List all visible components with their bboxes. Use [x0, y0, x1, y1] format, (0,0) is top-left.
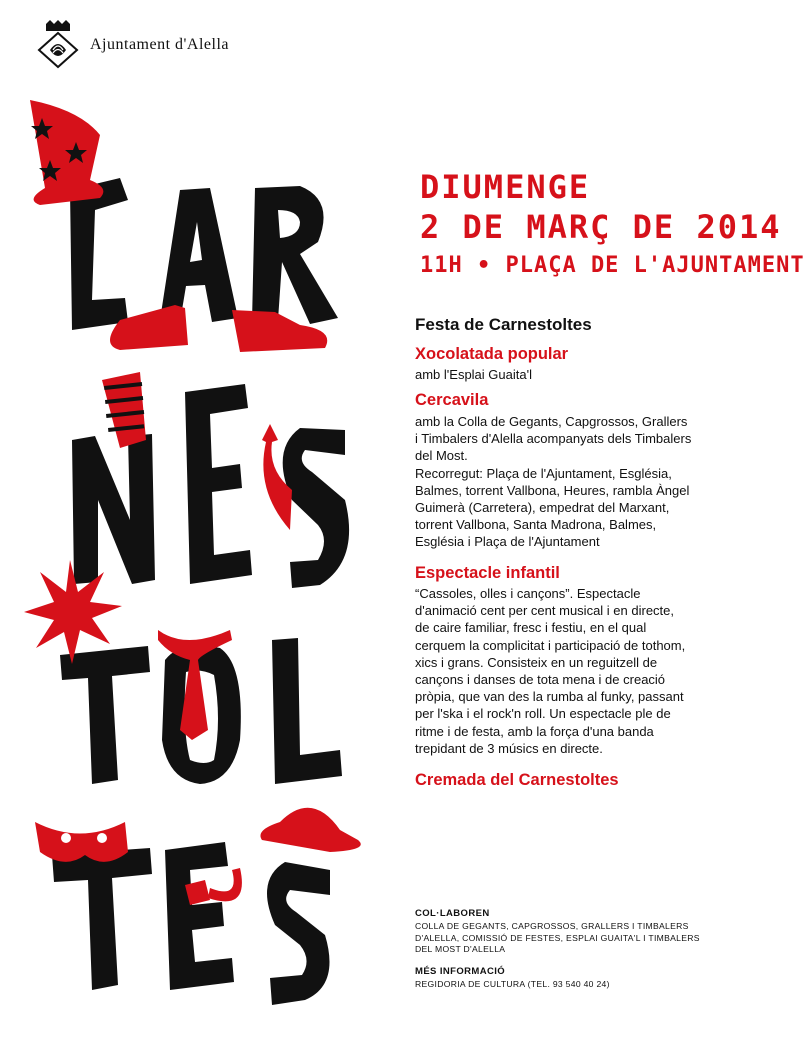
body-line: trepidant de 3 músics en directe.	[415, 740, 603, 756]
bowler-hat-icon	[260, 808, 360, 852]
body-line: amb l'Esplai Guaita'l	[415, 367, 532, 382]
body-line: per l'ska i el rock'n roll. Un espectacle ple de	[415, 706, 671, 722]
letter-l	[272, 638, 342, 784]
program-item-title: Espectacle infantil	[415, 564, 560, 582]
letter-a	[160, 188, 238, 322]
program-item-title: Cercavila	[415, 391, 489, 409]
collab-list	[415, 921, 705, 956]
collab-line: COLLA DE GEGANTS, CAPGROSSOS, GRALLERS I TIMBALERS	[415, 921, 689, 931]
alella-coat-of-arms-icon	[36, 20, 80, 68]
event-day: DIUMENGE	[420, 168, 591, 206]
body-line: Recorregut: Plaça de l'Ajuntament, Església,	[415, 465, 672, 481]
letter-e2	[165, 842, 234, 990]
letter-s2	[267, 862, 330, 1005]
collab-line: DEL MOST D'ALELLA	[415, 944, 506, 954]
body-line: torrent Vallbona, Santa Madrona, Balmes,	[415, 517, 657, 533]
event-date: 2 DE MARÇ DE 2014	[420, 208, 782, 246]
body-line: cançons i danses de tota mena i de creació	[415, 672, 666, 688]
letter-t	[60, 646, 150, 784]
letter-c	[70, 178, 128, 330]
body-line: amb la Colla de Gegants, Capgrossos, Grallers	[415, 414, 688, 429]
letter-t2	[52, 848, 152, 990]
info-line: REGIDORIA DE CULTURA (TEL. 93 540 40 24)	[415, 979, 610, 989]
letter-s	[283, 428, 349, 588]
body-line: d'animació cent per cent musical i en directe,	[415, 603, 674, 619]
carnestoltes-title-art	[0, 90, 400, 1039]
info-heading: MÉS INFORMACIÓ	[415, 966, 506, 977]
body-line: Guimerà (Carretera), empedrat del Marxant,	[415, 500, 670, 516]
program-title: Festa de Carnestoltes	[415, 315, 592, 334]
red-mask-icon	[35, 822, 128, 862]
program-item-body	[415, 413, 705, 551]
body-line: i Timbalers d'Alella acompanyats dels Timbalers	[415, 431, 692, 447]
body-line: Balmes, torrent Vallbona, Heures, rambla Àngel	[415, 482, 690, 498]
program-item-body	[415, 366, 705, 383]
program-item-body	[415, 585, 705, 757]
red-star-burst-icon	[24, 560, 122, 664]
body-line: “Cassoles, olles i cançons”. Espectacle	[415, 586, 641, 601]
body-line: cerquem la complicitat i participació de tothom,	[415, 637, 686, 653]
event-time-place: 11H • PLAÇA DE L'AJUNTAMENT	[420, 253, 805, 278]
program-item-title: Cremada del Carnestoltes	[415, 771, 619, 789]
letter-e	[185, 384, 252, 584]
collab-line: D'ALELLA, COMISSIÓ DE FESTES, ESPLAI GUAITA'L I TIMBALERS	[415, 932, 700, 943]
body-line: ritme i de festa, amb la força d'una banda	[415, 723, 654, 739]
body-line: del Most.	[415, 448, 468, 464]
body-line: xics i grans. Consisteix en un reguitzell de	[415, 654, 658, 670]
pirate-hook-icon	[185, 868, 242, 905]
wizard-hat-icon	[30, 100, 103, 205]
body-line: Església i Plaça de l'Ajuntament	[415, 534, 600, 550]
body-line: pròpia, que van des la rumba al funky, passant	[415, 689, 684, 705]
program-item-title: Xocolatada popular	[415, 345, 569, 363]
collab-heading: COL·LABOREN	[415, 908, 490, 919]
letter-r	[252, 186, 338, 324]
body-line: de caire familiar, fresc i festiu, en el qual	[415, 620, 647, 636]
organization-name: Ajuntament d'Alella	[90, 36, 230, 53]
letter-n	[72, 434, 155, 584]
